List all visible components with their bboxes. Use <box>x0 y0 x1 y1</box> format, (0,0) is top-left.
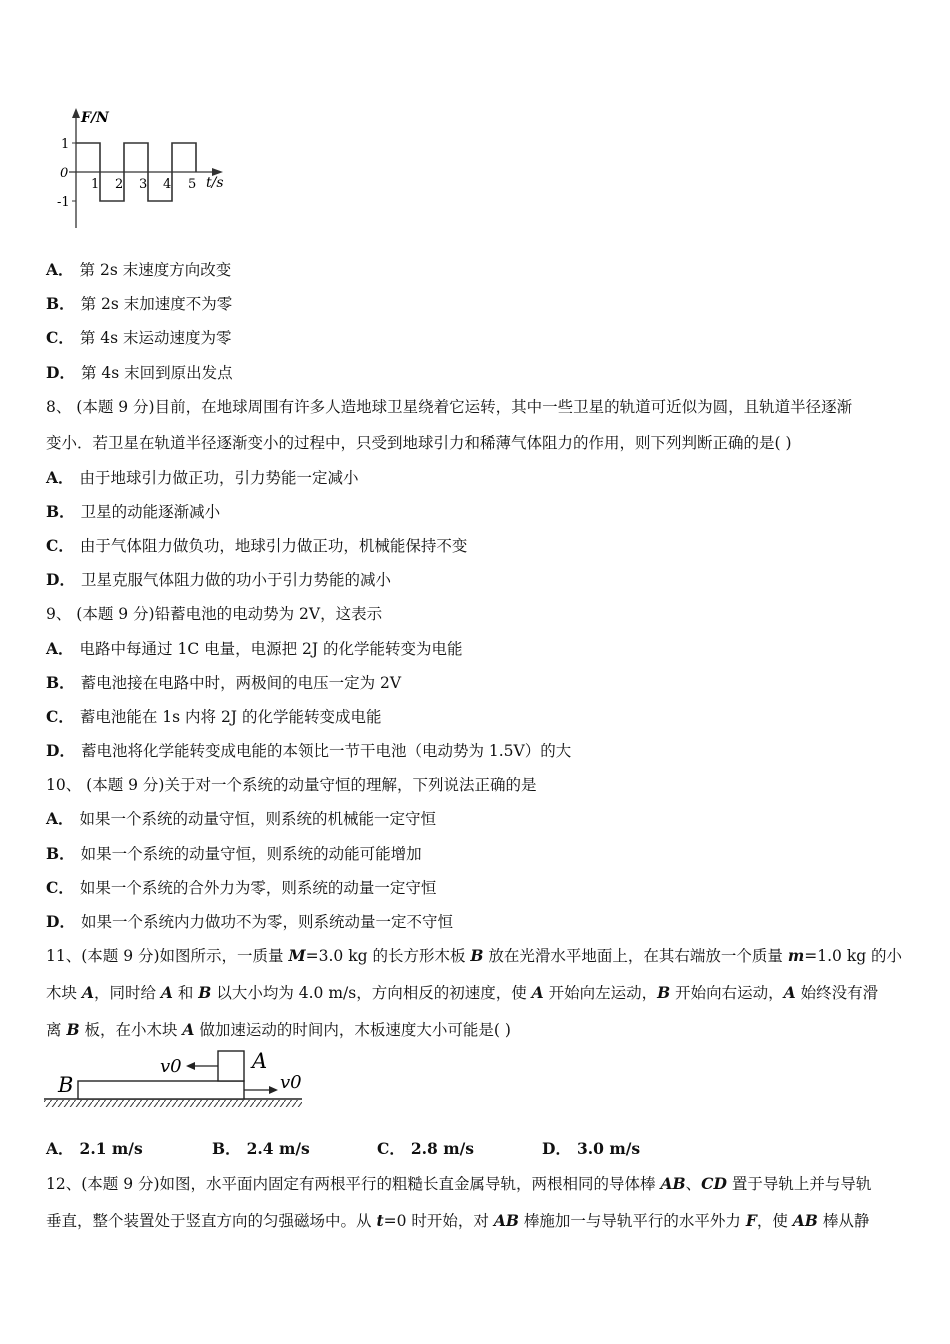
graph-x-tick-4: 4 <box>163 177 172 192</box>
q12-stem-line-2: 垂直，整个装置处于竖直方向的匀强磁场中。从 t=0 时开始，对 AB 棒施加一与导轨平行的水平外力 F，使 AB 棒从静 <box>46 1211 870 1230</box>
q9-option-d: D． 蓄电池将化学能转变成电能的本领比一节干电池（电动势为 1.5V）的大 <box>46 741 572 760</box>
q9-option-b: B． 蓄电池接在电路中时，两极间的电压一定为 2V <box>46 673 402 692</box>
q11-options-row <box>46 1138 686 1160</box>
q8-stem-line-2: 变小．若卫星在轨道半径逐渐变小的过程中，只受到地球引力和稀薄气体阻力的作用，则下列判断正确的是( ) <box>46 434 792 452</box>
figure-label-v0-right: v0 <box>280 1072 302 1093</box>
q11-option-b: B． 2.4 m/s <box>212 1139 310 1158</box>
graph-x-tick-3: 3 <box>139 177 148 192</box>
q11-option-c: C． 2.8 m/s <box>377 1139 474 1158</box>
q10-option-b: B． 如果一个系统的动量守恒，则系统的动能可能增加 <box>46 844 422 863</box>
q10-option-c: C． 如果一个系统的合外力为零，则系统的动量一定守恒 <box>46 878 437 897</box>
graph-tick-one: 1 <box>61 137 70 152</box>
left-arrowhead-icon <box>186 1062 195 1070</box>
q8-stem-line-1: 8、 (本题 9 分)目前，在地球周围有许多人造地球卫星绕着它运转，其中一些卫星的轨道可近似为圆，且轨道半径逐渐 <box>46 398 853 416</box>
force-time-graph <box>55 100 235 240</box>
q8-option-c: C． 由于气体阻力做负功，地球引力做正功，机械能保持不变 <box>46 536 468 555</box>
q7-option-d: D． 第 4s 末回到原出发点 <box>46 363 233 382</box>
graph-tick-neg-one: -1 <box>57 195 70 210</box>
q10-option-d: D． 如果一个系统内力做功不为零，则系统动量一定不守恒 <box>46 912 453 931</box>
graph-tick-zero: 0 <box>60 166 69 181</box>
q11-board-block-figure <box>44 1046 306 1110</box>
q11-stem-line-2: 木块 A，同时给 A 和 B 以大小均为 4.0 m/s，方向相反的初速度，使 A 开始向左运动，B 开始向右运动，A 始终没有滑 <box>46 983 879 1002</box>
q7-option-c: C． 第 4s 末运动速度为零 <box>46 328 232 347</box>
figure-label-b: B <box>58 1073 74 1097</box>
graph-y-axis-label: F/N <box>81 110 109 126</box>
right-arrowhead-icon <box>269 1086 278 1094</box>
q10-stem-line-1: 10、 (本题 9 分)关于对一个系统的动量守恒的理解，下列说法正确的是 <box>46 776 537 794</box>
q11-option-a: A． 2.1 m/s <box>46 1139 143 1158</box>
q9-option-a: A． 电路中每通过 1C 电量，电源把 2J 的化学能转变为电能 <box>46 639 463 658</box>
board-b <box>78 1081 244 1099</box>
graph-y-arrow-icon <box>72 108 80 118</box>
q11-option-d: D． 3.0 m/s <box>542 1139 641 1158</box>
q7-option-b: B． 第 2s 末加速度不为零 <box>46 294 233 313</box>
ground-hatch <box>44 1100 302 1107</box>
q11-stem-line-1: 11、(本题 9 分)如图所示，一质量 M=3.0 kg 的长方形木板 B 放在光滑水平地面上，在其右端放一个质量 m=1.0 kg 的小 <box>46 946 903 965</box>
graph-x-tick-2: 2 <box>115 177 124 192</box>
q7-option-a: A． 第 2s 末速度方向改变 <box>46 260 232 279</box>
figure-label-a: A <box>252 1049 268 1073</box>
q10-option-a: A． 如果一个系统的动量守恒，则系统的机械能一定守恒 <box>46 809 437 828</box>
block-a <box>218 1051 244 1081</box>
q11-stem-line-3: 离 B 板，在小木块 A 做加速运动的时间内，木板速度大小可能是( ) <box>46 1020 511 1039</box>
graph-x-axis-label: t/s <box>206 175 224 191</box>
graph-x-tick-5: 5 <box>188 177 197 192</box>
graph-x-tick-1: 1 <box>91 177 100 192</box>
figure-label-v0-left: v0 <box>160 1056 182 1077</box>
q8-option-b: B． 卫星的动能逐渐减小 <box>46 502 221 521</box>
q12-stem-line-1: 12、(本题 9 分)如图，水平面内固定有两根平行的粗糙长直金属导轨，两根相同的导体棒 AB、CD 置于导轨上并与导轨 <box>46 1174 872 1193</box>
q8-option-a: A． 由于地球引力做正功，引力势能一定减小 <box>46 468 359 487</box>
q8-option-d: D． 卫星克服气体阻力做的功小于引力势能的减小 <box>46 570 391 589</box>
q9-stem-line-1: 9、 (本题 9 分)铅蓄电池的电动势为 2V，这表示 <box>46 605 383 623</box>
q9-option-c: C． 蓄电池能在 1s 内将 2J 的化学能转变成电能 <box>46 707 382 726</box>
